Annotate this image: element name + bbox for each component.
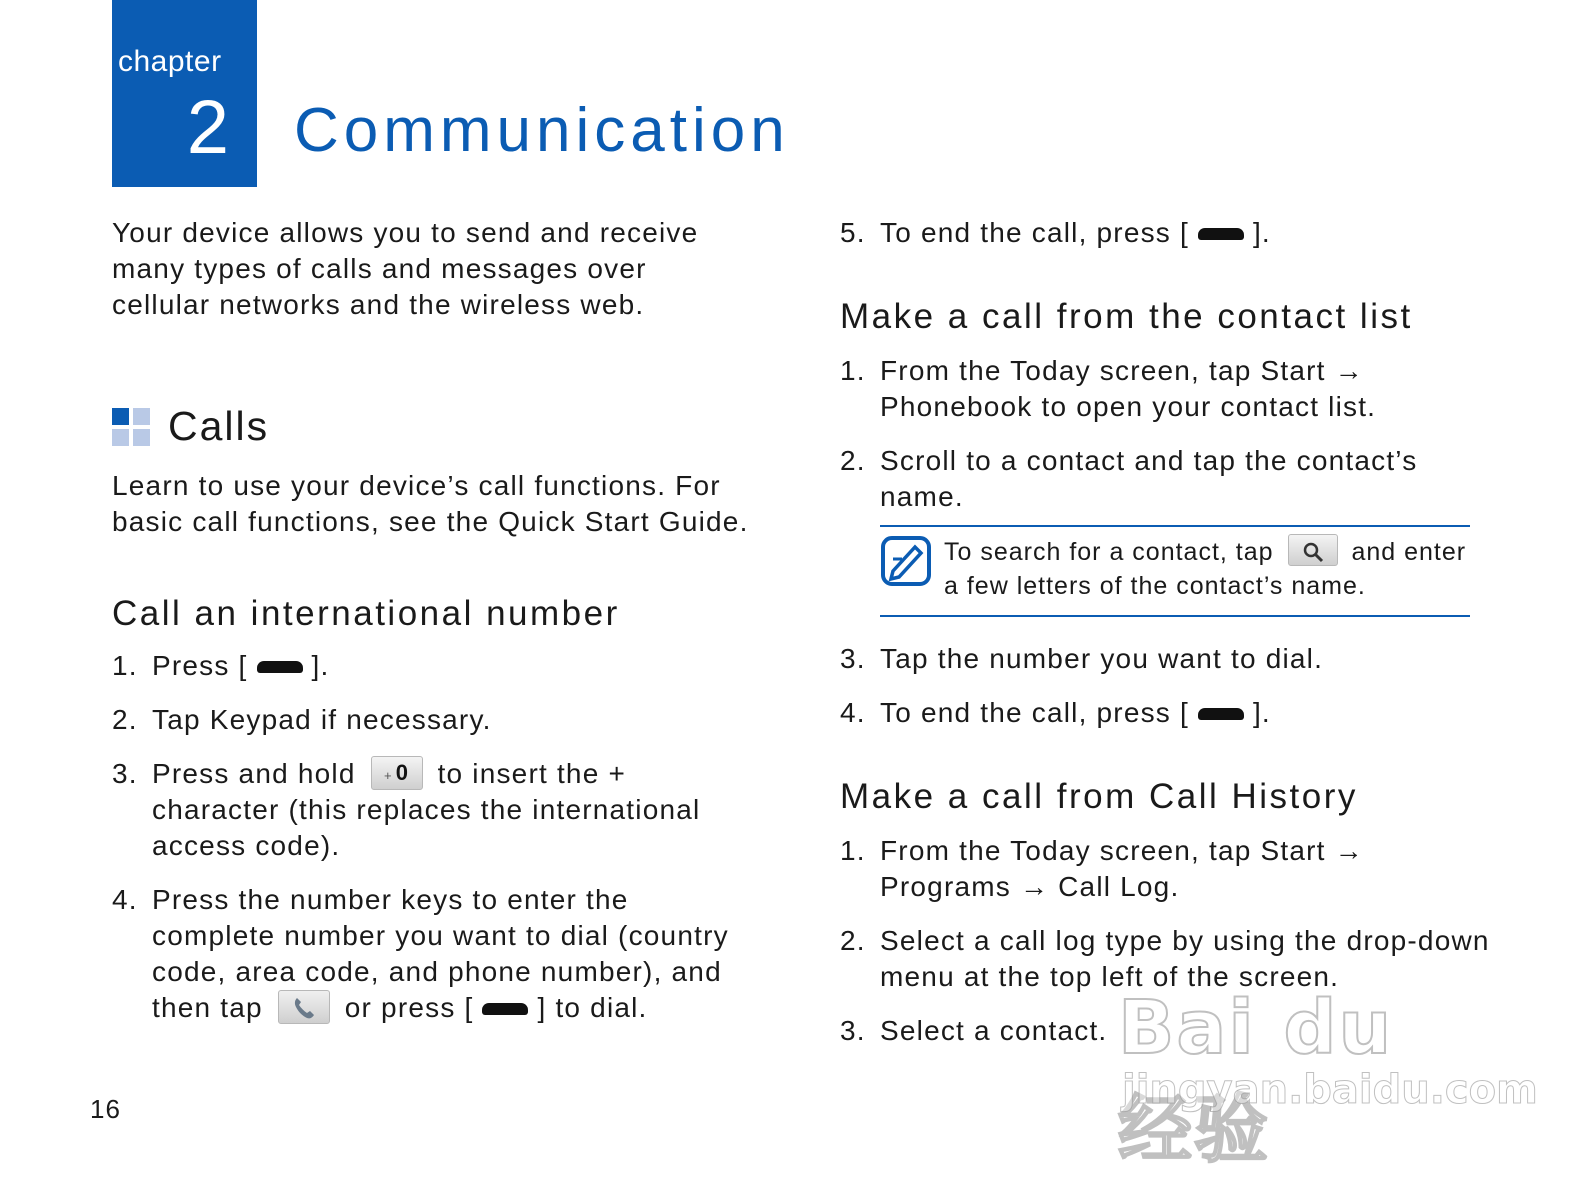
step-number: 1. [840, 835, 866, 866]
list-item [840, 215, 1490, 251]
list-item [840, 833, 1490, 905]
note-text [944, 535, 1470, 603]
step-text-post: to insert the + character (this replaces the international access code). [152, 758, 701, 861]
step-text-pre: Press the number keys to enter the complete number you want to dial (country code, area code, and phone number), and then tap [152, 884, 729, 1023]
left-column [112, 215, 752, 1044]
contact-list-steps [840, 353, 1490, 515]
plus-zero-key-icon [371, 756, 423, 790]
step-text: Tap the number you want to dial. [880, 643, 1324, 674]
call-history-heading: Make a call from Call History [840, 777, 1358, 816]
step-text-post: ] to dial. [537, 992, 648, 1023]
note-box [880, 525, 1470, 617]
end-call-key-icon [251, 651, 309, 681]
step-text-post: ]. [1252, 217, 1271, 248]
step-text-pre: Press and hold [152, 758, 356, 789]
step-number: 4. [840, 697, 866, 728]
step-number: 4. [112, 884, 138, 915]
list-item [840, 353, 1490, 425]
step-text: From the Today screen, tap Start → Programs → Call Log. [880, 835, 1364, 902]
chapter-label: chapter [118, 45, 222, 78]
section-calls-title: Calls [168, 403, 270, 449]
list-item [840, 695, 1490, 731]
right-column [840, 215, 1490, 1067]
list-item [112, 648, 752, 684]
blue-squares-icon [112, 408, 150, 446]
step-text [152, 882, 752, 1026]
step-text: Tap Keypad if necessary. [152, 704, 492, 735]
note-text-pre: To search for a contact, tap [944, 538, 1274, 566]
section-calls-heading [112, 403, 752, 450]
step-text: From the Today screen, tap Start → Phonebook to open your contact list. [880, 355, 1377, 422]
step-text-mid: or press [ [344, 992, 474, 1023]
step-text [880, 215, 1490, 251]
call-history-steps [840, 833, 1490, 1049]
step-number: 3. [840, 643, 866, 674]
step-text [880, 695, 1490, 731]
end-call-key-icon [1192, 698, 1250, 728]
step-number: 2. [112, 704, 138, 735]
step-number: 3. [840, 1015, 866, 1046]
section-calls-intro: Learn to use your device’s call functions. For basic call functions, see the Quick Start Guide. [112, 470, 749, 537]
search-icon [1288, 534, 1338, 566]
watermark-logo: Bai du 经验 [1118, 985, 1394, 1173]
step-number: 2. [840, 445, 866, 476]
step-text-pre: To end the call, press [ [880, 697, 1189, 728]
step-text-post: ]. [1252, 697, 1271, 728]
zero-glyph: 0 [395, 759, 410, 785]
list-item [112, 882, 752, 1026]
list-item [840, 641, 1490, 677]
chapter-number: 2 [186, 85, 229, 170]
step-number: 2. [840, 925, 866, 956]
step-text: Select a call log type by using the drop-down menu at the top left of the screen. [880, 925, 1490, 992]
international-heading: Call an international number [112, 594, 620, 633]
list-item [840, 443, 1490, 515]
list-item [112, 702, 752, 738]
contact-list-steps-continued [840, 641, 1490, 731]
note-text-post: and enter a few letters of the contact’s name. [944, 538, 1467, 600]
step-text-post: ]. [311, 650, 330, 681]
contact-list-heading: Make a call from the contact list [840, 297, 1413, 336]
watermark-url: jingyan.baidu.com [1122, 1067, 1538, 1113]
list-item [840, 1013, 1490, 1049]
step-text [152, 756, 752, 864]
step-number: 5. [840, 217, 866, 248]
step-number: 1. [112, 650, 138, 681]
page-number: 16 [90, 1094, 121, 1124]
chapter-title: Communication [294, 96, 790, 165]
end-call-key-icon [476, 993, 534, 1023]
note-pencil-icon [880, 535, 932, 587]
step-text [152, 648, 752, 684]
phone-dial-icon [278, 990, 330, 1024]
list-item [112, 756, 752, 864]
step-text: Select a contact. [880, 1015, 1108, 1046]
end-call-key-icon [1192, 218, 1250, 248]
list-item [840, 923, 1490, 995]
chapter-intro: Your device allows you to send and receive many types of calls and messages over cellular networks and the wireless web. [112, 217, 699, 320]
international-steps [112, 648, 752, 1026]
step-text-pre: To end the call, press [ [880, 217, 1189, 248]
step-number: 3. [112, 758, 138, 789]
step-text: Scroll to a contact and tap the contact’s name. [880, 445, 1418, 512]
chapter-badge [112, 0, 257, 187]
step-text-pre: Press [ [152, 650, 248, 681]
step-number: 1. [840, 355, 866, 386]
plus-glyph: + [383, 767, 393, 783]
